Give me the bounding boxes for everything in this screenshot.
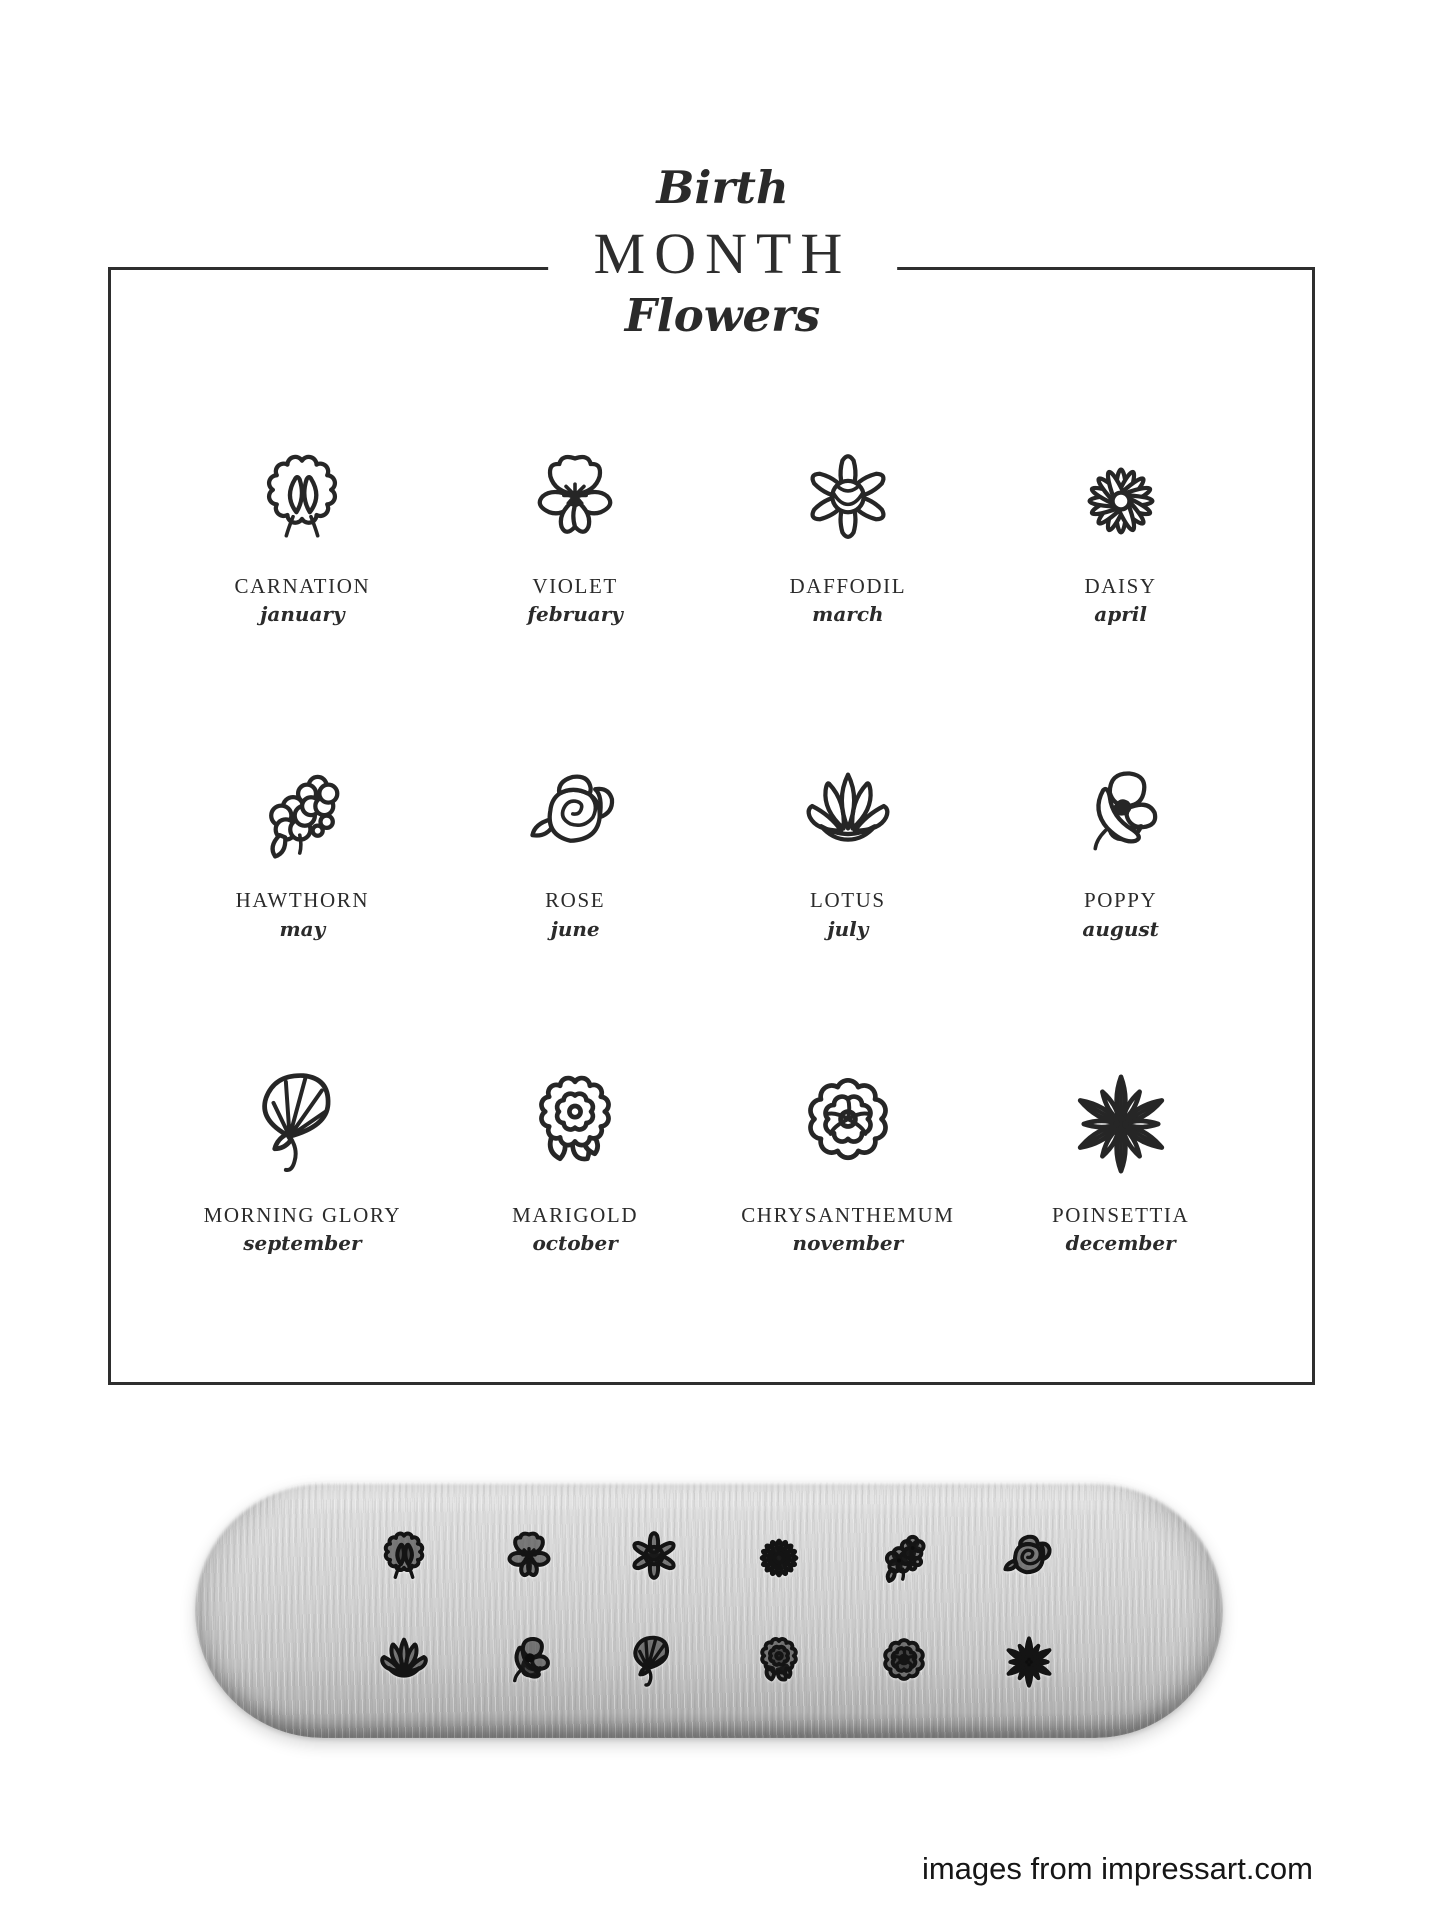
stamp-grid <box>195 1482 1223 1738</box>
title-main: MONTH <box>593 220 852 286</box>
chrysanthemum-icon <box>786 1062 910 1186</box>
flower-name: LOTUS <box>810 888 886 913</box>
flower-month: january <box>260 602 345 627</box>
image-credit: images from impressart.com <box>921 1851 1313 1886</box>
flower-name: DAFFODIL <box>789 574 907 598</box>
flower-cell-marigold <box>439 1054 712 1256</box>
stamp-carnation-icon <box>373 1527 435 1589</box>
stamp-chrysanthemum-icon <box>873 1631 935 1693</box>
daisy-icon <box>1065 445 1177 557</box>
stamp-daisy-icon <box>748 1527 810 1589</box>
flower-name: ROSE <box>545 888 606 913</box>
daffodil-icon <box>792 445 904 557</box>
flower-month: august <box>1082 916 1159 941</box>
flower-month: march <box>812 602 884 627</box>
flower-month: june <box>550 916 600 941</box>
flower-month: february <box>527 602 623 627</box>
rose-icon <box>519 759 631 871</box>
stamp-rose-icon <box>998 1527 1060 1589</box>
flower-name: MARIGOLD <box>512 1202 639 1227</box>
flower-name: HAWTHORN <box>235 888 370 913</box>
flower-name: POPPY <box>1083 888 1158 913</box>
chart-title <box>548 162 898 341</box>
flower-cell-daisy <box>984 425 1257 627</box>
carnation-icon <box>246 445 358 557</box>
violet-icon <box>519 445 631 557</box>
stamp-violet-icon <box>498 1527 560 1589</box>
flower-month: july <box>827 916 869 941</box>
flower-cell-chrysanthemum <box>712 1054 985 1256</box>
flower-name: CARNATION <box>234 574 371 598</box>
stamp-lotus-icon <box>373 1631 435 1693</box>
lotus-icon <box>792 759 904 871</box>
flower-month: september <box>243 1230 362 1255</box>
morning-glory-icon <box>240 1062 364 1186</box>
flower-cell-lotus <box>712 739 985 941</box>
stamp-row-2 <box>373 1631 1223 1693</box>
flower-month: may <box>279 916 326 941</box>
flower-name: POINSETTIA <box>1051 1202 1190 1227</box>
flower-name: CHRYSANTHEMUM <box>741 1202 955 1227</box>
stamp-poinsettia-icon <box>998 1631 1060 1693</box>
flower-grid <box>108 267 1315 1256</box>
flower-cell-morning-glory <box>166 1054 439 1256</box>
flower-month: october <box>532 1230 618 1255</box>
title-script-bottom: Flowers <box>624 288 821 342</box>
flower-cell-poinsettia <box>984 1054 1257 1256</box>
stamp-row-1 <box>373 1527 1223 1589</box>
poinsettia-icon <box>1059 1062 1183 1186</box>
stamp-poppy-icon <box>498 1631 560 1693</box>
flower-cell-poppy <box>984 739 1257 941</box>
flower-cell-violet <box>439 425 712 627</box>
stamp-hawthorn-icon <box>873 1527 935 1589</box>
flower-cell-daffodil <box>712 425 985 627</box>
title-script-top: Birth <box>656 161 789 214</box>
stamp-daffodil-icon <box>623 1527 685 1589</box>
flower-name: VIOLET <box>532 574 618 598</box>
flower-name: MORNING GLORY <box>203 1202 402 1227</box>
flower-cell-carnation <box>166 425 439 627</box>
poppy-icon <box>1065 759 1177 871</box>
stamp-morning-glory-icon <box>623 1631 685 1693</box>
metal-stamp-bar <box>195 1482 1223 1738</box>
hawthorn-icon <box>246 759 358 871</box>
flower-cell-hawthorn <box>166 739 439 941</box>
flower-name: DAISY <box>1084 574 1157 598</box>
marigold-icon <box>513 1062 637 1186</box>
flower-month: april <box>1094 602 1147 627</box>
flower-month: november <box>792 1230 904 1255</box>
flower-cell-rose <box>439 739 712 941</box>
flower-month: december <box>1065 1230 1176 1255</box>
stamp-marigold-icon <box>748 1631 810 1693</box>
